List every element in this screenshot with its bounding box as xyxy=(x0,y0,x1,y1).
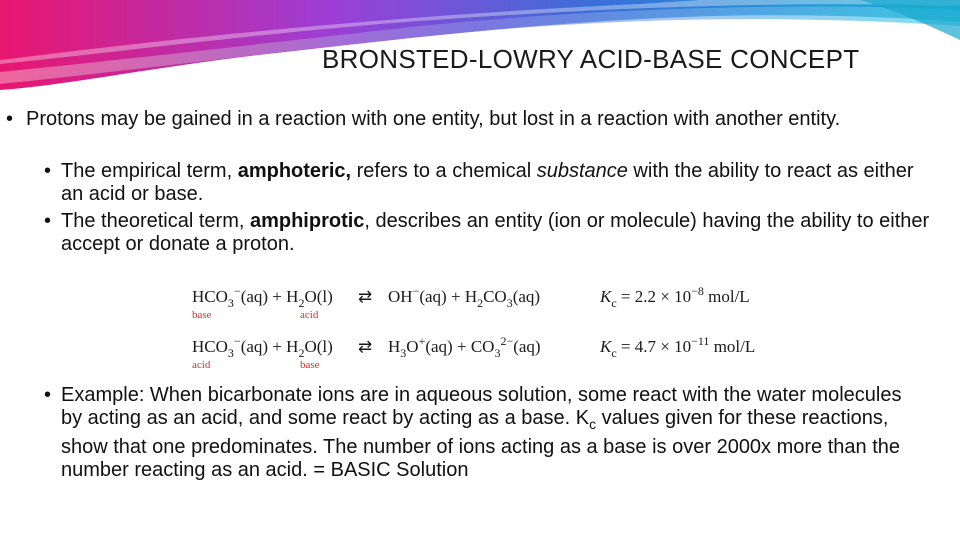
bullet-level1 xyxy=(6,108,946,131)
bullet-level2-amphiprotic xyxy=(44,210,934,256)
label-base: base xyxy=(192,309,212,321)
bullet-dot: • xyxy=(44,210,52,232)
bullet-level2-example xyxy=(44,384,924,482)
equation-row-1 xyxy=(192,284,750,321)
svg-text:H3O+(aq) + CO32−(aq): $H_3O^+(aq) + CO_3^{2-}(aq)$ xyxy=(388,334,541,360)
bullet-text: The empirical term, amphoteric, refers to a chemical substance with the ability to react as either an acid or base. xyxy=(61,160,914,205)
equations-figure xyxy=(190,282,790,377)
bullet-dot: • xyxy=(6,108,14,130)
equation-row-2 xyxy=(192,334,755,371)
label-acid: acid xyxy=(192,359,211,371)
bullet-dot: • xyxy=(44,160,52,182)
svg-text:HCO3−(aq) + H2O(l): $HCO_3^-(aq) + H_2O(l)$ xyxy=(192,334,333,360)
bullet-dot: • xyxy=(44,384,52,406)
svg-text:Kc = 2.2 × 10−8 mol/L: $K_c = 2.2 \times 10^{-8}$ mol/L xyxy=(600,284,750,310)
svg-text:OH−(aq) + H2CO3(aq): $OH^-(aq) + H_2CO_3(aq)$ xyxy=(388,284,541,310)
slide-title: BRONSTED-LOWRY ACID-BASE CONCEPT xyxy=(322,44,860,74)
bullet-text: Protons may be gained in a reaction with one entity, but lost in a reaction with another entity. xyxy=(26,108,841,130)
svg-text:HCO3−(aq) + H2O(l): $HCO_3^-(aq) + H_2O(l)$ xyxy=(192,284,333,310)
svg-text:⇄: ⇄ xyxy=(358,287,373,306)
bullet-text: The theoretical term, amphiprotic, describes an entity (ion or molecule) having the ability to either accept or donate a proton. xyxy=(61,210,930,255)
svg-text:Kc = 4.7 × 10−11 mol/L: $K_c = 4.7 \times 10^{-11}$ mol/L xyxy=(600,334,756,360)
bullet-text: Example: When bicarbonate ions are in aqueous solution, some react with the water molecules by acting as an acid, and some react by acting as a base. $K_c$ values given for these reactions, show that one predominates. The number of ions acting as a base is over 2000x more than the number reacting as an acid. = BASIC Solution xyxy=(61,384,902,481)
bullet-level2-amphoteric xyxy=(44,160,934,206)
svg-text:⇄: ⇄ xyxy=(358,337,373,356)
label-acid: acid xyxy=(300,309,319,321)
label-base: base xyxy=(300,359,320,371)
